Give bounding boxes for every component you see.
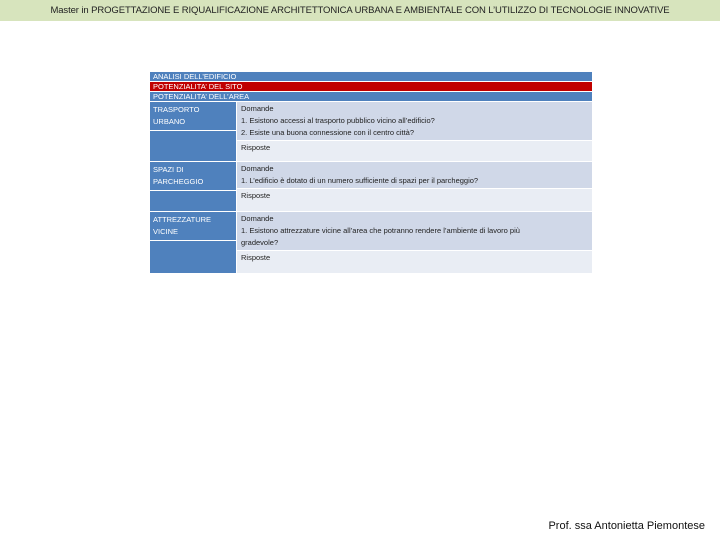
section-attrezzature-vicine — [150, 212, 592, 274]
risposte-heading: Risposte — [241, 143, 271, 152]
section-label-cell — [150, 212, 237, 273]
question: 2. Esiste una buona connessione con il centro città? — [241, 128, 415, 137]
risposte-cell — [237, 189, 592, 211]
domande-cell — [237, 102, 592, 141]
question: 1. Esistono attrezzature vicine all’area che potranno rendere l’ambiente di lavoro più — [241, 226, 520, 235]
domande-cell — [237, 162, 592, 189]
row-potenzialita-sito: POTENZIALITA’ DEL SITO — [150, 82, 592, 92]
domande-heading: Domande — [241, 104, 274, 113]
section-content — [237, 212, 592, 273]
question-continuation: gradevole? — [241, 238, 279, 247]
analysis-table — [150, 72, 592, 274]
section-trasporto-urbano — [150, 102, 592, 162]
section-label-filler — [150, 240, 236, 273]
section-spazi-parcheggio — [150, 162, 592, 212]
header-bar — [0, 0, 720, 21]
row-analisi-edificio: ANALISI DELL’EDIFICIO — [150, 72, 592, 82]
section-label: TRASPORTO URBANO — [153, 105, 200, 126]
section-content — [237, 102, 592, 161]
risposte-cell — [237, 251, 592, 273]
section-label-cell — [150, 162, 237, 211]
risposte-cell — [237, 141, 592, 161]
question: 1. L’edificio è dotato di un numero sufficiente di spazi per il parcheggio? — [241, 176, 479, 185]
section-label-filler — [150, 190, 236, 211]
risposte-heading: Risposte — [241, 191, 271, 200]
header-title: Master in PROGETTAZIONE E RIQUALIFICAZIONE ARCHITETTONICA URBANA E AMBIENTALE CON L’UTILIZZO DI TECNOLOGIE INNOVATIVE — [50, 5, 670, 16]
footer-author: Prof. ssa Antonietta Piemontese — [548, 520, 705, 532]
section-label-cell — [150, 102, 237, 161]
risposte-heading: Risposte — [241, 253, 271, 262]
section-content — [237, 162, 592, 211]
question: 1. Esistono accessi al trasporto pubblico vicino all’edificio? — [241, 116, 435, 125]
domande-heading: Domande — [241, 214, 274, 223]
section-label: ATTREZZATURE VICINE — [153, 215, 212, 236]
domande-cell — [237, 212, 592, 251]
domande-heading: Domande — [241, 164, 274, 173]
section-label-filler — [150, 130, 236, 161]
row-potenzialita-area: POTENZIALITA’ DELL’AREA — [150, 92, 592, 102]
section-label: SPAZI DI PARCHEGGIO — [153, 165, 204, 186]
